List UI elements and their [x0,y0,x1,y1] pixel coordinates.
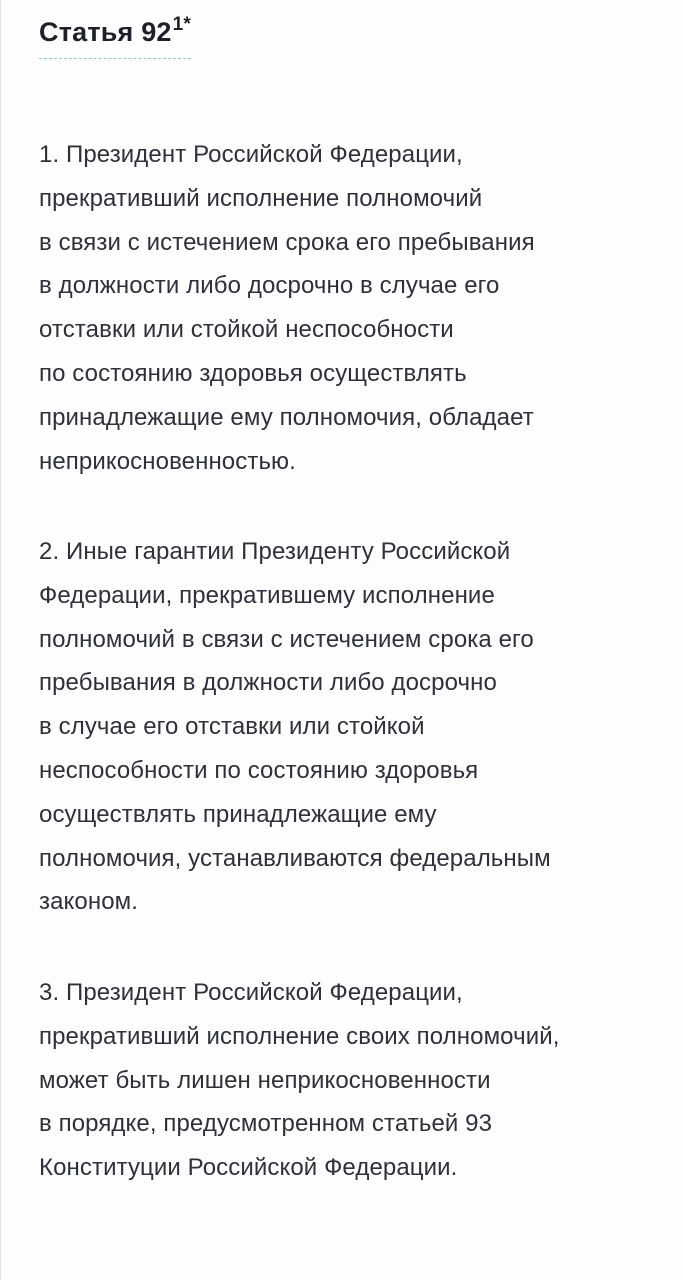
paragraph-line: Федерации, прекратившему исполнение [39,581,495,609]
paragraph-3 [39,971,559,1190]
paragraph-line: в должности либо досрочно в случае его [39,272,500,300]
paragraph-line: пребывания в должности либо досрочно [39,669,497,697]
paragraph-line: 2. Иные гарантии Президенту Российской [39,538,511,565]
paragraph-line: законом. [39,888,139,916]
paragraph-2 [39,530,551,924]
paragraph-line: может быть лишен неприкосновенности [39,1066,491,1094]
paragraph-line: прекративший исполнение полномочий [39,184,483,212]
paragraph-line: прекративший исполнение своих полномочий, [39,1022,560,1050]
paragraph-line: полномочия, устанавливаются федеральным [39,844,551,872]
paragraph-line: в случае его отставки или стойкой [39,713,425,741]
paragraph-line: по состоянию здоровья осуществлять [39,359,467,387]
paragraph-line: Конституции Российской Федерации. [39,1154,458,1182]
paragraph-line: осуществлять принадлежащие ему [39,800,437,828]
article-title-superscript: 1* [172,14,192,35]
article-title [39,12,191,59]
paragraph-1 [39,133,535,483]
paragraph-line: неспособности по состоянию здоровья [39,756,479,784]
paragraph-line: в порядке, предусмотренном статьей 93 [39,1110,493,1138]
paragraph-line: отставки или стойкой неспособности [39,316,454,344]
paragraph-line: 3. Президент Российской Федерации, [39,979,463,1006]
paragraph-line: принадлежащие ему полномочия, обладает [39,403,534,431]
paragraph-line: 1. Президент Российской Федерации, [39,141,463,168]
paragraph-line: неприкосновенностью. [39,447,296,475]
paragraph-line: в связи с истечением срока его пребывания [39,228,535,256]
article-title-text: Статья 92 [39,17,172,47]
paragraph-line: полномочий в связи с истечением срока его [39,625,534,653]
